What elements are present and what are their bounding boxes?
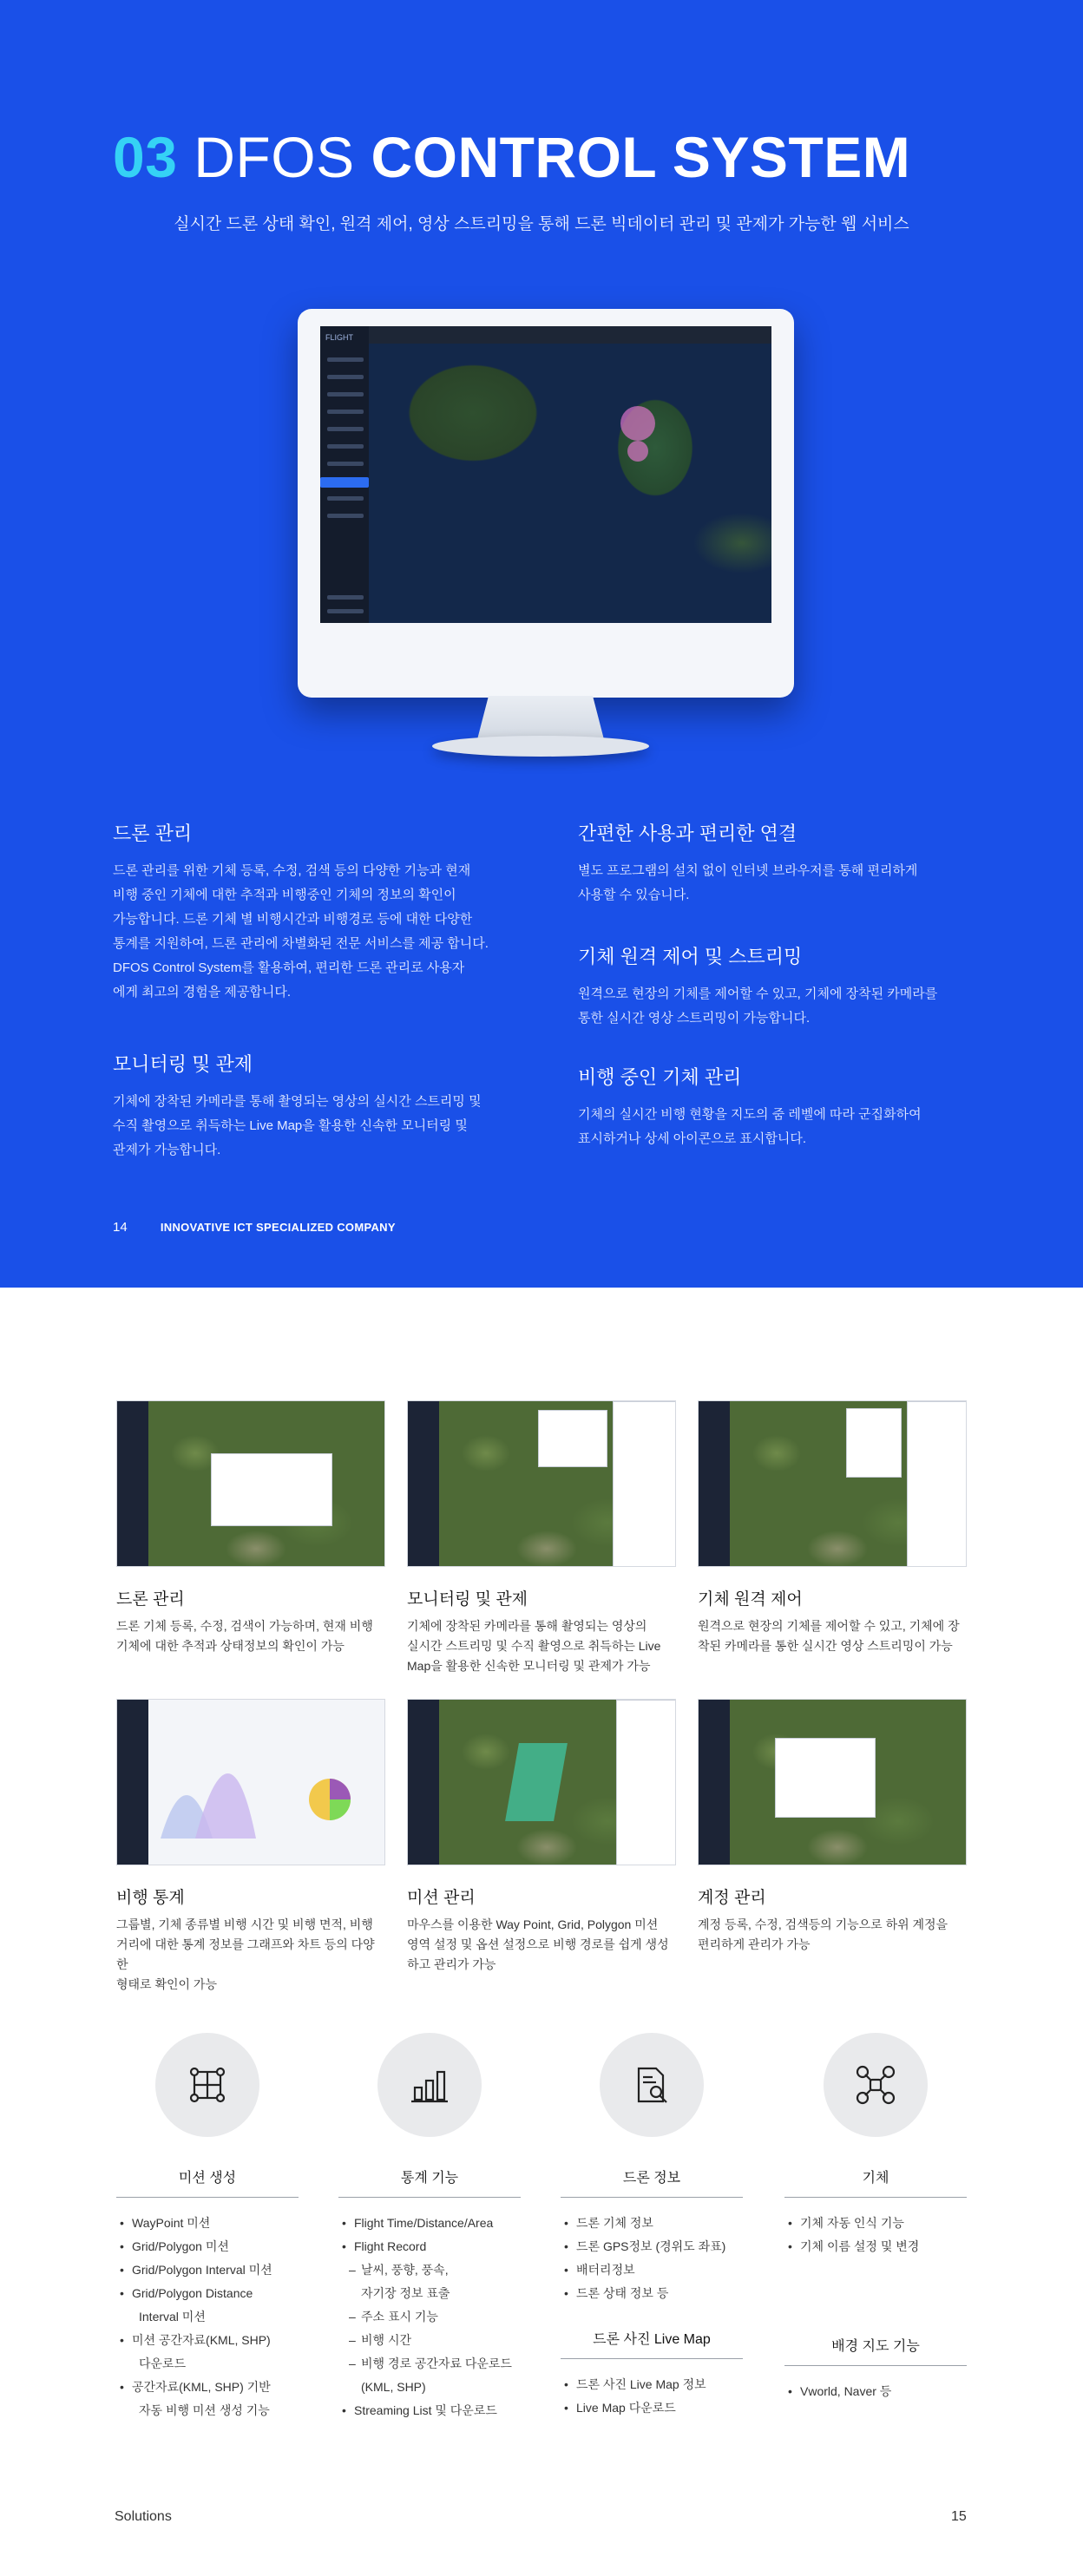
sidebar-line bbox=[327, 410, 364, 414]
section-body: 기체의 실시간 비행 현황을 지도의 줌 레벨에 따라 군집화하여 표시하거나 상세 아이콘으로 표시합니다. bbox=[578, 1107, 922, 1146]
list-item: • Live Map 다운로드 bbox=[561, 2396, 743, 2420]
sidebar-line bbox=[327, 392, 364, 397]
footer-page-number: 15 bbox=[951, 2509, 967, 2524]
feature-card-flight-stats bbox=[116, 1699, 385, 1995]
section-title: 모니터링 및 관제 bbox=[113, 1053, 253, 1075]
feature-icon-circle bbox=[600, 2033, 704, 2137]
section-body: 원격으로 현장의 기체를 제어할 수 있고, 기체에 장착된 카메라를 통한 실시간 영상 스트리밍이 가능합니다. bbox=[578, 986, 938, 1026]
right-column-2 bbox=[578, 942, 986, 1031]
list-item: – 주소 표시 기능 bbox=[338, 2305, 521, 2329]
card-title: 미션 관리 bbox=[407, 1889, 476, 1907]
sidebar-line bbox=[327, 609, 364, 613]
sidebar-line bbox=[327, 375, 364, 379]
list-item: – 비행 경로 공간자료 다운로드 bbox=[338, 2352, 521, 2376]
sidebar-line bbox=[327, 595, 364, 600]
card-screenshot bbox=[116, 1699, 385, 1865]
screen-sidebar bbox=[320, 326, 369, 623]
bar-chart-icon bbox=[408, 2063, 451, 2107]
feature-list bbox=[561, 2373, 743, 2420]
drone-icon bbox=[854, 2063, 897, 2107]
list-item: 자기장 정보 표출 bbox=[361, 2286, 450, 2300]
page-number: 14 bbox=[113, 1220, 128, 1235]
feature-subtitle: 드론 사진 Live Map bbox=[561, 2328, 743, 2359]
page-footer bbox=[113, 1220, 396, 1235]
stats-chart-graphic bbox=[117, 1700, 385, 1865]
section-body: 기체에 장착된 카메라를 통해 촬영되는 영상의 실시간 스트리밍 및 수직 촬영으로 취득하는 Live Map을 활용한 신속한 모니터링 및 관제가 가능합니다. bbox=[113, 1094, 482, 1157]
title-bold: CONTROL SYSTEM bbox=[371, 125, 911, 189]
screen-logo: FLIGHT bbox=[325, 333, 354, 342]
feature-mission-creation bbox=[116, 2033, 299, 2422]
card-title: 드론 관리 bbox=[116, 1590, 185, 1609]
feature-card-remote-control bbox=[698, 1400, 967, 1656]
section-title: 비행 중인 기체 관리 bbox=[578, 1066, 742, 1088]
card-description: 원격으로 현장의 기체를 제어할 수 있고, 기체에 장 착된 카메라를 통한 실시간 영상 스트리밍이 가능 bbox=[698, 1619, 960, 1653]
feature-title: 통계 기능 bbox=[338, 2166, 521, 2198]
sidebar-line-active bbox=[320, 477, 369, 488]
document-search-icon bbox=[630, 2063, 673, 2107]
list-item: • 미션 공간자료(KML, SHP) bbox=[116, 2329, 299, 2352]
section-body: 드론 관리를 위한 기체 등록, 수정, 검색 등의 다양한 기능과 현재 비행 중인 기체에 대한 추적과 비행중인 기체의 정보의 확인이 가능합니다. 드론 기체 별 비행시간과 비행경로 등에 대한 다양한 통계를 지원하여, 드론 관리에 차별화된 전문 서비스를 제공 합니다. DFOS Control System를 활용하여, 편리한 드론 관리로 사용자 에게 최고의 경험을 제공합니다. bbox=[113, 863, 489, 1000]
feature-icon-circle bbox=[824, 2033, 928, 2137]
card-title: 계정 관리 bbox=[698, 1889, 766, 1907]
card-screenshot bbox=[698, 1699, 967, 1865]
monitor-mockup bbox=[298, 309, 794, 698]
list-item: – 비행 시간 bbox=[338, 2329, 521, 2352]
feature-list bbox=[116, 2212, 299, 2422]
feature-title: 기체 bbox=[784, 2166, 967, 2198]
feature-drone-info bbox=[561, 2033, 743, 2420]
list-item: • 드론 GPS정보 (경위도 좌표) bbox=[561, 2235, 743, 2258]
map-cluster-marker bbox=[620, 406, 655, 441]
card-description: 마우스를 이용한 Way Point, Grid, Polygon 미션 영역 설정 및 옵션 설정으로 비행 경로를 쉽게 생성 하고 관리가 가능 bbox=[407, 1917, 669, 1971]
list-item: • 기체 이름 설정 및 변경 bbox=[784, 2235, 967, 2258]
feature-aircraft bbox=[784, 2033, 967, 2403]
left-column-2 bbox=[113, 1050, 521, 1163]
dialog-panel bbox=[775, 1738, 876, 1818]
list-item: • 드론 사진 Live Map 정보 bbox=[561, 2373, 743, 2396]
title-number: 03 bbox=[113, 125, 178, 189]
card-screenshot bbox=[116, 1400, 385, 1567]
dialog-panel bbox=[211, 1453, 332, 1526]
feature-card-account bbox=[698, 1699, 967, 1955]
section-title: 간편한 사용과 편리한 연결 bbox=[578, 823, 797, 844]
feature-list bbox=[561, 2212, 743, 2305]
right-column-3 bbox=[578, 1063, 986, 1151]
card-title: 모니터링 및 관제 bbox=[407, 1590, 528, 1609]
page-subtitle: 실시간 드론 상태 확인, 원격 제어, 영상 스트리밍을 통해 드론 빅데이터 관리 및 관제가 가능한 웹 서비스 bbox=[174, 215, 909, 233]
feature-list bbox=[784, 2212, 967, 2258]
feature-subtitle: 배경 지도 기능 bbox=[784, 2335, 967, 2366]
list-item: • Flight Time/Distance/Area bbox=[338, 2212, 521, 2235]
card-title: 기체 원격 제어 bbox=[698, 1590, 803, 1609]
list-item: • 드론 상태 정보 등 bbox=[561, 2282, 743, 2305]
feature-icon-circle bbox=[155, 2033, 259, 2137]
section-body: 별도 프로그램의 설치 없이 인터넷 브라우저를 통해 편리하게 사용할 수 있습니다. bbox=[578, 863, 918, 902]
card-description: 기체에 장착된 카메라를 통해 촬영되는 영상의 실시간 스트리밍 및 수직 촬영으로 취득하는 Live Map을 활용한 신속한 모니터링 및 관제가 가능 bbox=[407, 1619, 661, 1673]
monitor-base bbox=[432, 736, 649, 757]
feature-statistics bbox=[338, 2033, 521, 2422]
right-column bbox=[578, 819, 986, 908]
list-item: • Streaming List 및 다운로드 bbox=[338, 2399, 521, 2422]
screen-map bbox=[369, 344, 771, 623]
section-title: 드론 관리 bbox=[113, 823, 193, 844]
sidebar-line bbox=[327, 427, 364, 431]
list-item: 자동 비행 미션 생성 기능 bbox=[139, 2403, 270, 2417]
mission-area-polygon bbox=[505, 1743, 568, 1821]
list-item: • 공간자료(KML, SHP) 기반 bbox=[116, 2376, 299, 2399]
list-item: • Vworld, Naver 등 bbox=[784, 2380, 967, 2403]
list-item: (KML, SHP) bbox=[361, 2380, 426, 2394]
feature-card-monitoring bbox=[407, 1400, 676, 1676]
info-panel bbox=[846, 1408, 902, 1478]
sidebar-line bbox=[327, 444, 364, 449]
card-title: 비행 통계 bbox=[116, 1889, 185, 1907]
card-description: 계정 등록, 수정, 검색등의 기능으로 하위 계정을 편리하게 관리가 가능 bbox=[698, 1917, 948, 1951]
list-item: • 기체 자동 인식 기능 bbox=[784, 2212, 967, 2235]
left-column bbox=[113, 819, 521, 1005]
list-item: • Flight Record bbox=[338, 2235, 521, 2258]
card-description: 드론 기체 등록, 수정, 검색이 가능하며, 현재 비행 기체에 대한 추적과 상태정보의 확인이 가능 bbox=[116, 1619, 373, 1653]
feature-card-drone-management bbox=[116, 1400, 385, 1656]
feature-title: 드론 정보 bbox=[561, 2166, 743, 2198]
side-panel bbox=[907, 1401, 967, 1567]
feature-list bbox=[784, 2380, 967, 2403]
list-item: 다운로드 bbox=[139, 2356, 187, 2370]
feature-card-mission bbox=[407, 1699, 676, 1975]
sidebar-line bbox=[327, 514, 364, 518]
title-light: DFOS bbox=[194, 125, 355, 189]
card-screenshot bbox=[407, 1400, 676, 1567]
list-item: • 드론 기체 정보 bbox=[561, 2212, 743, 2235]
feature-icon-circle bbox=[377, 2033, 482, 2137]
sidebar-line bbox=[327, 462, 364, 466]
feature-title: 미션 생성 bbox=[116, 2166, 299, 2198]
company-tagline: INNOVATIVE ICT SPECIALIZED COMPANY bbox=[160, 1221, 396, 1234]
side-panel bbox=[613, 1401, 676, 1567]
monitor-screen bbox=[320, 326, 771, 623]
list-item: • Grid/Polygon Distance bbox=[116, 2282, 299, 2305]
map-cluster-marker bbox=[627, 441, 648, 462]
screen-topbar bbox=[369, 326, 771, 344]
list-item: Interval 미션 bbox=[139, 2310, 206, 2324]
list-item: • WayPoint 미션 bbox=[116, 2212, 299, 2235]
side-panel bbox=[616, 1700, 676, 1865]
card-screenshot bbox=[698, 1400, 967, 1567]
grid-network-icon bbox=[186, 2063, 229, 2107]
list-item: – 날씨, 풍향, 풍속, bbox=[338, 2258, 521, 2282]
list-item: • 배터리정보 bbox=[561, 2258, 743, 2282]
video-panel bbox=[538, 1410, 607, 1467]
sidebar-line bbox=[327, 357, 364, 362]
card-description: 그룹별, 기체 종류별 비행 시간 및 비행 면적, 비행 거리에 대한 통계 정보를 그래프와 차트 등의 다양한 형태로 확인이 가능 bbox=[116, 1917, 375, 1991]
feature-list bbox=[338, 2212, 521, 2422]
footer-section-label: Solutions bbox=[115, 2509, 172, 2524]
list-item: • Grid/Polygon 미션 bbox=[116, 2235, 299, 2258]
sidebar-line bbox=[327, 496, 364, 501]
page-title bbox=[113, 125, 910, 189]
list-item: • Grid/Polygon Interval 미션 bbox=[116, 2258, 299, 2282]
card-screenshot bbox=[407, 1699, 676, 1865]
section-title: 기체 원격 제어 및 스트리밍 bbox=[578, 946, 803, 967]
